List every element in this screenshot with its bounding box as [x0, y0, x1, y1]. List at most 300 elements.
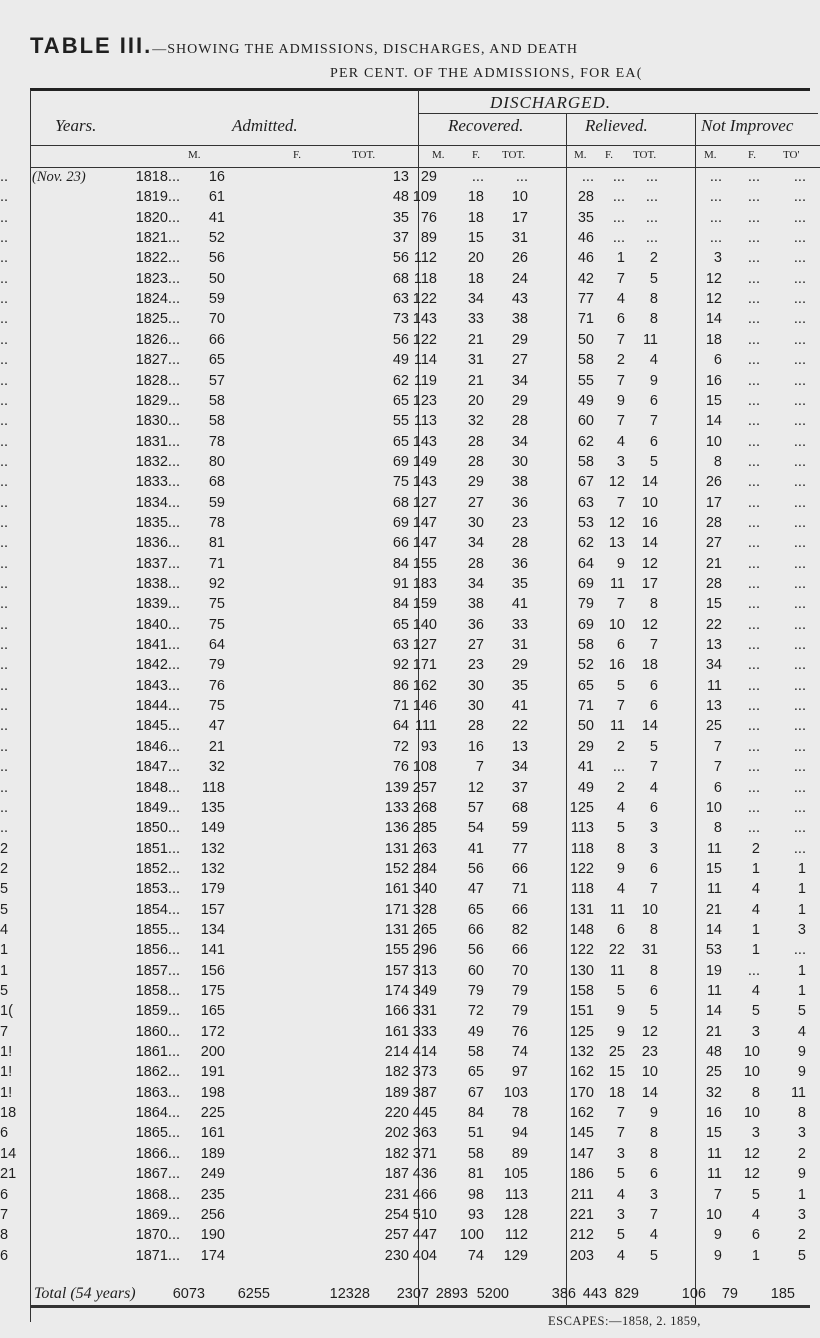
data-cell: 30 — [467, 677, 484, 694]
table-row — [0, 921, 820, 940]
data-cell: 6 — [616, 311, 625, 328]
data-cell: 170 — [569, 1084, 594, 1101]
data-cell: 182 — [384, 1064, 409, 1081]
data-cell: 67 — [577, 474, 594, 491]
data-cell: 64 — [208, 637, 225, 654]
data-cell: .. — [0, 311, 9, 328]
relieved-heading: Relieved. — [585, 116, 648, 135]
start-date-label: (Nov. 23) — [32, 169, 86, 185]
data-cell: 65 — [577, 677, 594, 694]
data-cell: 86 — [392, 677, 409, 694]
data-cell: 58 — [577, 352, 594, 369]
data-cell: ... — [515, 169, 528, 185]
data-cell: 2 — [0, 840, 9, 857]
data-cell: 24 — [511, 270, 528, 287]
data-cell: 8 — [649, 1125, 658, 1142]
data-cell: 155 — [384, 942, 409, 959]
data-cell: 10 — [743, 1044, 760, 1061]
data-cell: 212 — [569, 1227, 594, 1244]
data-cell: 30 — [467, 514, 484, 531]
data-cell: 23 — [467, 657, 484, 674]
data-cell: 54 — [467, 820, 484, 837]
data-cell: 4 — [649, 779, 658, 796]
data-cell: 4 — [616, 433, 625, 450]
data-cell: 139 — [384, 779, 409, 796]
data-cell: ... — [793, 576, 806, 592]
table-row — [0, 982, 820, 1001]
year-cell: 1862... — [135, 1064, 180, 1081]
data-cell: 6 — [649, 860, 658, 877]
column-header: F. — [293, 149, 301, 161]
data-cell: 35 — [511, 576, 528, 592]
table-row — [0, 555, 820, 574]
data-cell: ... — [709, 189, 722, 206]
data-cell: 56 — [467, 860, 484, 877]
data-cell: 32 — [705, 1084, 722, 1101]
data-cell: 56 — [467, 942, 484, 959]
data-cell: 49 — [467, 1023, 484, 1040]
data-cell: 15 — [467, 230, 484, 247]
data-cell: 257 — [384, 1227, 409, 1244]
data-cell: 77 — [511, 840, 528, 857]
year-cell: 1828... — [135, 372, 180, 389]
data-cell: 225 — [200, 1105, 225, 1122]
data-cell: ... — [747, 209, 760, 226]
data-cell: 19 — [705, 962, 722, 979]
year-cell: 1838... — [135, 576, 180, 592]
data-cell: 10 — [705, 1206, 722, 1223]
year-cell: 1865... — [135, 1125, 180, 1142]
data-cell: 68 — [208, 474, 225, 491]
data-cell: 15 — [608, 1064, 625, 1081]
data-cell: 69 — [392, 453, 409, 470]
data-cell: ... — [793, 189, 806, 206]
data-cell: 1 — [0, 962, 9, 979]
data-cell: 14 — [705, 1003, 722, 1020]
data-cell: 63 — [577, 494, 594, 511]
data-cell: 75 — [208, 616, 225, 633]
data-cell: .. — [0, 433, 9, 450]
data-cell: 65 — [467, 901, 484, 918]
data-cell: 8 — [751, 1084, 760, 1101]
data-cell: 34 — [467, 291, 484, 308]
table-row — [0, 1002, 820, 1021]
data-cell: ... — [747, 616, 760, 633]
data-cell: 5 — [751, 1186, 760, 1203]
data-cell: 7 — [713, 1186, 722, 1203]
data-cell: 59 — [511, 820, 528, 837]
data-cell: 7 — [713, 759, 722, 776]
data-cell: .. — [0, 372, 9, 389]
data-cell: 27 — [705, 535, 722, 552]
data-cell: 27 — [511, 352, 528, 369]
year-cell: 1834... — [135, 494, 180, 511]
data-cell: .. — [0, 596, 9, 613]
data-cell: 8 — [616, 840, 625, 857]
data-cell: 220 — [384, 1105, 409, 1122]
data-cell: 147 — [412, 535, 437, 552]
data-cell: 58 — [467, 1145, 484, 1162]
data-cell: ... — [612, 189, 625, 206]
year-cell: 1818... — [135, 169, 180, 185]
data-cell: 22 — [511, 718, 528, 735]
data-cell: ... — [581, 169, 594, 185]
data-cell: .. — [0, 779, 9, 796]
data-cell: 23 — [511, 514, 528, 531]
data-cell: 118 — [570, 881, 594, 898]
data-cell: 8 — [649, 291, 658, 308]
data-cell: 38 — [511, 474, 528, 491]
data-cell: 174 — [200, 1247, 225, 1264]
data-cell: 29 — [511, 657, 528, 674]
data-cell: 69 — [577, 616, 594, 633]
data-cell: 127 — [412, 637, 437, 654]
year-cell: 1859... — [135, 1003, 180, 1020]
data-cell: 84 — [392, 596, 409, 613]
total-cell: 79 — [721, 1286, 738, 1302]
data-cell: 171 — [412, 657, 437, 674]
data-cell: 68 — [392, 494, 409, 511]
data-cell: .. — [0, 657, 9, 674]
data-cell: 30 — [467, 698, 484, 715]
data-cell: 41 — [577, 759, 594, 776]
data-cell: 445 — [412, 1105, 437, 1122]
data-cell: 12 — [705, 270, 722, 287]
data-cell: 11 — [790, 1084, 806, 1101]
data-cell: 57 — [208, 372, 225, 389]
data-cell: 70 — [208, 311, 225, 328]
data-cell: 47 — [467, 881, 484, 898]
data-cell: .. — [0, 616, 9, 633]
data-cell: 4 — [751, 901, 760, 918]
year-cell: 1845... — [135, 718, 180, 735]
data-cell: 114 — [413, 352, 437, 369]
data-cell: 211 — [570, 1186, 594, 1203]
data-cell: 69 — [577, 576, 594, 592]
data-cell: 61 — [208, 189, 225, 206]
data-cell: 1 — [797, 983, 806, 999]
table-row — [0, 575, 820, 594]
data-cell: ... — [793, 209, 806, 226]
data-cell: 66 — [392, 535, 409, 552]
data-cell: 37 — [392, 230, 409, 247]
data-cell: ... — [747, 555, 760, 572]
data-cell: 59 — [208, 291, 225, 308]
data-cell: 65 — [208, 352, 225, 369]
data-cell: 1 — [751, 1247, 760, 1264]
data-cell: 135 — [200, 799, 225, 816]
data-cell: 10 — [705, 433, 722, 450]
data-cell: 29 — [511, 392, 528, 409]
data-cell: 9 — [713, 1227, 722, 1244]
data-cell: 296 — [412, 942, 437, 959]
data-cell: 78 — [208, 433, 225, 450]
year-cell: 1868... — [135, 1186, 180, 1203]
data-cell: 214 — [384, 1044, 409, 1061]
data-cell: 42 — [577, 270, 594, 287]
year-cell: 1851... — [135, 840, 180, 857]
data-cell: 371 — [412, 1145, 437, 1162]
data-cell: 157 — [384, 962, 409, 979]
data-cell: 12 — [641, 616, 658, 633]
table-row — [0, 1186, 820, 1205]
column-header: TOT. — [352, 149, 376, 161]
data-cell: 4 — [751, 1206, 760, 1223]
data-cell: .. — [0, 514, 9, 531]
data-cell: 16 — [705, 372, 722, 389]
year-cell: 1847... — [135, 759, 180, 776]
data-cell: 25 — [705, 1064, 722, 1081]
data-cell: 122 — [412, 331, 437, 348]
data-cell: 6 — [0, 1186, 9, 1203]
data-cell: 10 — [641, 494, 658, 511]
data-cell: 284 — [412, 860, 437, 877]
year-cell: 1856... — [135, 942, 180, 959]
data-cell: 60 — [467, 962, 484, 979]
data-cell: 10 — [511, 189, 528, 206]
data-cell: 165 — [200, 1003, 225, 1020]
data-cell: 257 — [412, 779, 437, 796]
table-row — [0, 880, 820, 899]
data-cell: ... — [793, 677, 806, 694]
data-cell: 18 — [641, 657, 658, 674]
data-cell: 5 — [797, 1247, 806, 1264]
data-cell: 5 — [616, 677, 625, 694]
data-cell: 53 — [577, 514, 594, 531]
data-cell: 35 — [392, 209, 409, 226]
data-cell: 373 — [412, 1064, 437, 1081]
data-cell: 13 — [511, 738, 528, 755]
data-cell: ... — [747, 677, 760, 694]
data-cell: 108 — [412, 759, 437, 776]
data-cell: 82 — [511, 921, 528, 938]
data-cell: 76 — [392, 759, 409, 776]
data-cell: 3 — [797, 1125, 806, 1142]
data-cell: 100 — [459, 1227, 484, 1244]
data-cell: ... — [709, 230, 722, 247]
data-cell: 145 — [569, 1125, 594, 1142]
year-cell: 1866... — [135, 1145, 180, 1162]
data-cell: 12 — [705, 291, 722, 308]
data-cell: ... — [793, 942, 806, 959]
data-cell: 14 — [0, 1145, 17, 1162]
data-cell: 136 — [384, 820, 409, 837]
data-cell: 59 — [208, 494, 225, 511]
data-cell: 3 — [751, 1023, 760, 1040]
year-cell: 1822... — [135, 250, 180, 267]
year-cell: 1835... — [135, 514, 180, 531]
data-cell: 56 — [392, 331, 409, 348]
data-cell: 75 — [208, 698, 225, 715]
discharged-heading: DISCHARGED. — [490, 93, 612, 112]
bottom-rule — [30, 1305, 810, 1308]
data-cell: 7 — [0, 1023, 9, 1040]
data-cell: ... — [793, 331, 806, 348]
data-cell: 166 — [384, 1003, 409, 1020]
data-cell: 14 — [705, 311, 722, 328]
data-cell: 118 — [413, 270, 437, 287]
data-cell: ... — [747, 759, 760, 776]
data-cell: 7 — [649, 1206, 658, 1223]
data-cell: 69 — [392, 514, 409, 531]
data-cell: 49 — [577, 392, 594, 409]
year-cell: 1842... — [135, 657, 180, 674]
data-cell: 79 — [208, 657, 225, 674]
data-cell: 5 — [616, 1227, 625, 1244]
data-cell: ... — [793, 311, 806, 328]
data-cell: 265 — [412, 921, 437, 938]
data-cell: ... — [793, 698, 806, 715]
data-cell: 46 — [577, 230, 594, 247]
data-cell: 97 — [511, 1064, 528, 1081]
data-cell: 67 — [467, 1084, 484, 1101]
data-cell: 140 — [412, 616, 437, 633]
data-cell: 9 — [616, 392, 625, 409]
column-header: F. — [605, 149, 613, 161]
data-cell: ... — [793, 637, 806, 654]
data-cell: 155 — [412, 555, 437, 572]
data-cell: 34 — [467, 535, 484, 552]
data-cell: 1 — [797, 1186, 806, 1203]
data-cell: 79 — [511, 1003, 528, 1020]
data-cell: 118 — [201, 779, 225, 796]
data-cell: 51 — [467, 1125, 484, 1142]
data-cell: 41 — [511, 596, 528, 613]
data-cell: 7 — [616, 372, 625, 389]
data-cell: .. — [0, 535, 9, 552]
data-cell: 5 — [616, 983, 625, 999]
year-cell: 1841... — [135, 637, 180, 654]
data-cell: 10 — [641, 901, 658, 918]
table-row — [0, 249, 820, 268]
table-row — [0, 534, 820, 553]
data-cell: 1 — [0, 942, 9, 959]
data-cell: 5 — [649, 738, 658, 755]
data-cell: 3 — [797, 921, 806, 938]
data-cell: 5 — [0, 881, 9, 898]
total-cell: 443 — [582, 1286, 607, 1302]
data-cell: 4 — [616, 1186, 625, 1203]
data-cell: 263 — [412, 840, 437, 857]
data-cell: 35 — [511, 677, 528, 694]
data-cell: ... — [793, 474, 806, 491]
data-cell: 3 — [649, 1186, 658, 1203]
data-cell: 30 — [511, 453, 528, 470]
data-cell: 3 — [751, 1125, 760, 1142]
column-header: TOT. — [502, 149, 526, 161]
data-cell: 16 — [608, 657, 625, 674]
data-cell: 179 — [200, 881, 225, 898]
data-cell: 5 — [0, 983, 9, 999]
data-cell: 47 — [208, 718, 225, 735]
data-cell: 131 — [569, 901, 594, 918]
data-cell: 14 — [641, 535, 658, 552]
data-cell: 152 — [384, 860, 409, 877]
data-cell: ... — [612, 169, 625, 185]
table-row — [0, 514, 820, 533]
data-cell: 5 — [751, 1003, 760, 1020]
year-cell: 1864... — [135, 1105, 180, 1122]
data-cell: ... — [793, 372, 806, 389]
table-row — [0, 697, 820, 716]
data-cell: .. — [0, 738, 9, 755]
data-cell: 49 — [577, 779, 594, 796]
data-cell: 3 — [649, 820, 658, 837]
data-cell: ... — [793, 718, 806, 735]
table-row — [0, 453, 820, 472]
year-cell: 1870... — [135, 1227, 180, 1244]
data-cell: 172 — [200, 1023, 225, 1040]
data-cell: 50 — [577, 718, 594, 735]
data-cell: 2 — [616, 738, 625, 755]
data-cell: ... — [645, 209, 658, 226]
data-cell: 8 — [649, 1145, 658, 1162]
data-cell: 36 — [511, 494, 528, 511]
data-cell: 159 — [412, 596, 437, 613]
data-cell: 8 — [649, 921, 658, 938]
data-cell: ... — [612, 230, 625, 247]
data-cell: 66 — [511, 860, 528, 877]
data-cell: 66 — [208, 331, 225, 348]
data-cell: 331 — [412, 1003, 437, 1020]
data-cell: 28 — [705, 514, 722, 531]
data-cell: 105 — [503, 1166, 528, 1183]
data-cell: 18 — [608, 1084, 625, 1101]
table-row — [0, 1063, 820, 1082]
data-cell: 2 — [0, 860, 9, 877]
table-row — [0, 758, 820, 777]
data-cell: ... — [747, 698, 760, 715]
data-cell: 231 — [384, 1186, 409, 1203]
data-cell: 78 — [511, 1105, 528, 1122]
data-cell: ... — [793, 738, 806, 755]
data-cell: 31 — [511, 637, 528, 654]
data-cell: 5 — [649, 453, 658, 470]
data-cell: ... — [747, 535, 760, 552]
table-row — [0, 941, 820, 960]
data-cell: 80 — [208, 453, 225, 470]
data-cell: 68 — [511, 799, 528, 816]
year-cell: 1857... — [135, 962, 180, 979]
data-cell: .. — [0, 698, 9, 715]
data-cell: 151 — [569, 1003, 594, 1020]
data-cell: 34 — [511, 433, 528, 450]
data-cell: 11 — [609, 718, 625, 735]
data-cell: 143 — [412, 311, 437, 328]
data-cell: 5 — [649, 270, 658, 287]
table-row — [0, 351, 820, 370]
data-cell: 9 — [616, 860, 625, 877]
table-row — [0, 310, 820, 329]
data-cell: 76 — [511, 1023, 528, 1040]
data-cell: 20 — [467, 392, 484, 409]
data-cell: ... — [747, 494, 760, 511]
data-cell: 62 — [577, 433, 594, 450]
data-cell: .. — [0, 555, 9, 572]
data-cell: 5 — [616, 1166, 625, 1183]
data-cell: 21 — [0, 1166, 17, 1183]
data-cell: .. — [0, 820, 9, 837]
year-cell: 1829... — [135, 392, 180, 409]
data-cell: 35 — [577, 209, 594, 226]
year-cell: 1855... — [135, 921, 180, 938]
year-cell: 1843... — [135, 677, 180, 694]
data-cell: 27 — [467, 637, 484, 654]
data-cell: ... — [747, 779, 760, 796]
data-cell: 41 — [208, 209, 225, 226]
data-cell: ... — [747, 331, 760, 348]
data-cell: ... — [793, 230, 806, 247]
